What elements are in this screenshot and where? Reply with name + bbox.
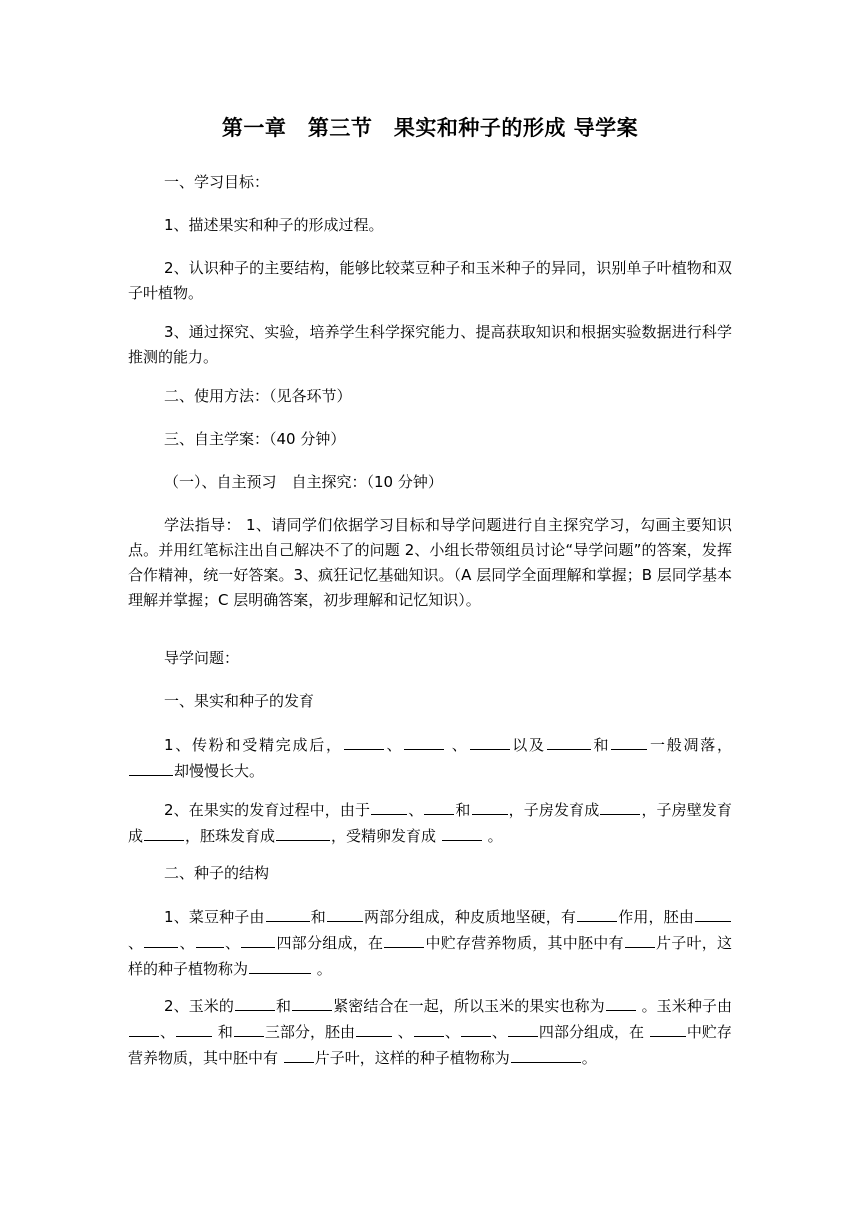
fill-blank[interactable] <box>511 1045 581 1063</box>
self-study-heading: 三、自主学案：（40 分钟） <box>164 430 346 448</box>
fill-blank[interactable] <box>600 797 640 815</box>
fill-blank[interactable] <box>144 930 178 948</box>
fill-blank[interactable] <box>442 823 482 841</box>
fill-blank[interactable] <box>284 1045 314 1063</box>
fill-blank[interactable] <box>234 1019 264 1037</box>
fill-blank[interactable] <box>606 993 636 1011</box>
fill-blank[interactable] <box>241 930 275 948</box>
fill-blank[interactable] <box>292 993 332 1011</box>
fill-blank[interactable] <box>695 904 731 922</box>
fill-blank[interactable] <box>611 732 647 750</box>
fill-blank[interactable] <box>404 732 444 750</box>
fill-blank[interactable] <box>356 1019 392 1037</box>
study-guidance: 学法指导： 1、请同学们依据学习目标和导学问题进行自主探究学习，勾画主要知识点。并用红笔标注出自己解决不了的问题 2、小组长带领组员讨论“导学问题”的答案，发挥合作精神，统一好答案。3、疯狂记忆基础知识。（A 层同学全面理解和掌握；B 层同学基本理解并掌握；C 层明确答案，初步理解和记忆知识）。 <box>128 516 732 609</box>
fill-blank[interactable] <box>344 732 384 750</box>
preview-heading: （一）、自主预习 自主探究：（10 分钟） <box>164 473 443 491</box>
question-fruit-1: 1、传粉和受精完成后， 、 、 以及 和 一般凋落，却慢慢长大。 <box>128 732 732 784</box>
fill-blank[interactable] <box>414 1019 444 1037</box>
fill-blank[interactable] <box>547 732 591 750</box>
fill-blank[interactable] <box>235 993 275 1011</box>
section-fruit-development-heading: 一、果实和种子的发育 <box>164 692 315 710</box>
fill-blank[interactable] <box>327 904 363 922</box>
fill-blank[interactable] <box>472 797 508 815</box>
fill-blank[interactable] <box>384 930 424 948</box>
usage-method: 二、使用方法：（见各环节） <box>164 387 352 405</box>
fill-blank[interactable] <box>144 823 184 841</box>
fill-blank[interactable] <box>176 1019 212 1037</box>
section-seed-structure-heading: 二、种子的结构 <box>164 864 270 882</box>
question-seed-1: 1、菜豆种子由 和 两部分组成，种皮质地坚硬，有 作用，胚由 、 、 、 四部分组成，在 中贮存营养物质，其中胚中有 片子叶，这样的种子植物称为 。 <box>128 904 732 982</box>
fill-blank[interactable] <box>276 823 330 841</box>
fill-blank[interactable] <box>650 1019 686 1037</box>
question-fruit-2: 2、在果实的发育过程中，由于 、 和 ，子房发育成 ，子房壁发育成 ，胚珠发育成 ，受精卵发育成 。 <box>128 797 732 849</box>
fill-blank[interactable] <box>508 1019 538 1037</box>
question-seed-2: 2、玉米的 和 紧密结合在一起，所以玉米的果实也称为 。玉米种子由、 和 三部分，胚由 、 、 、 四部分组成，在 中贮存营养物质，其中胚中有 片子叶，这样的种子植物称为 。 <box>128 993 732 1071</box>
fill-blank[interactable] <box>625 930 655 948</box>
document-title: 第一章 第三节 果实和种子的形成 导学案 <box>221 116 639 140</box>
fill-blank[interactable] <box>424 797 454 815</box>
fill-blank[interactable] <box>129 1019 159 1037</box>
fill-blank[interactable] <box>470 732 510 750</box>
fill-blank[interactable] <box>249 956 311 974</box>
fill-blank[interactable] <box>129 758 173 776</box>
fill-blank[interactable] <box>371 797 407 815</box>
objective-item-3: 3、通过探究、实验，培养学生科学探究能力、提高获取知识和根据实验数据进行科学推测的能力。 <box>128 323 732 366</box>
fill-blank[interactable] <box>577 904 617 922</box>
questions-heading: 导学问题： <box>164 649 240 667</box>
objectives-heading: 一、学习目标： <box>164 173 270 191</box>
objective-item-2: 2、认识种子的主要结构，能够比较菜豆种子和玉米种子的异同，识别单子叶植物和双子叶植物。 <box>128 259 732 302</box>
fill-blank[interactable] <box>461 1019 491 1037</box>
fill-blank[interactable] <box>266 904 310 922</box>
objective-item-1: 1、描述果实和种子的形成过程。 <box>164 216 384 234</box>
fill-blank[interactable] <box>196 930 224 948</box>
